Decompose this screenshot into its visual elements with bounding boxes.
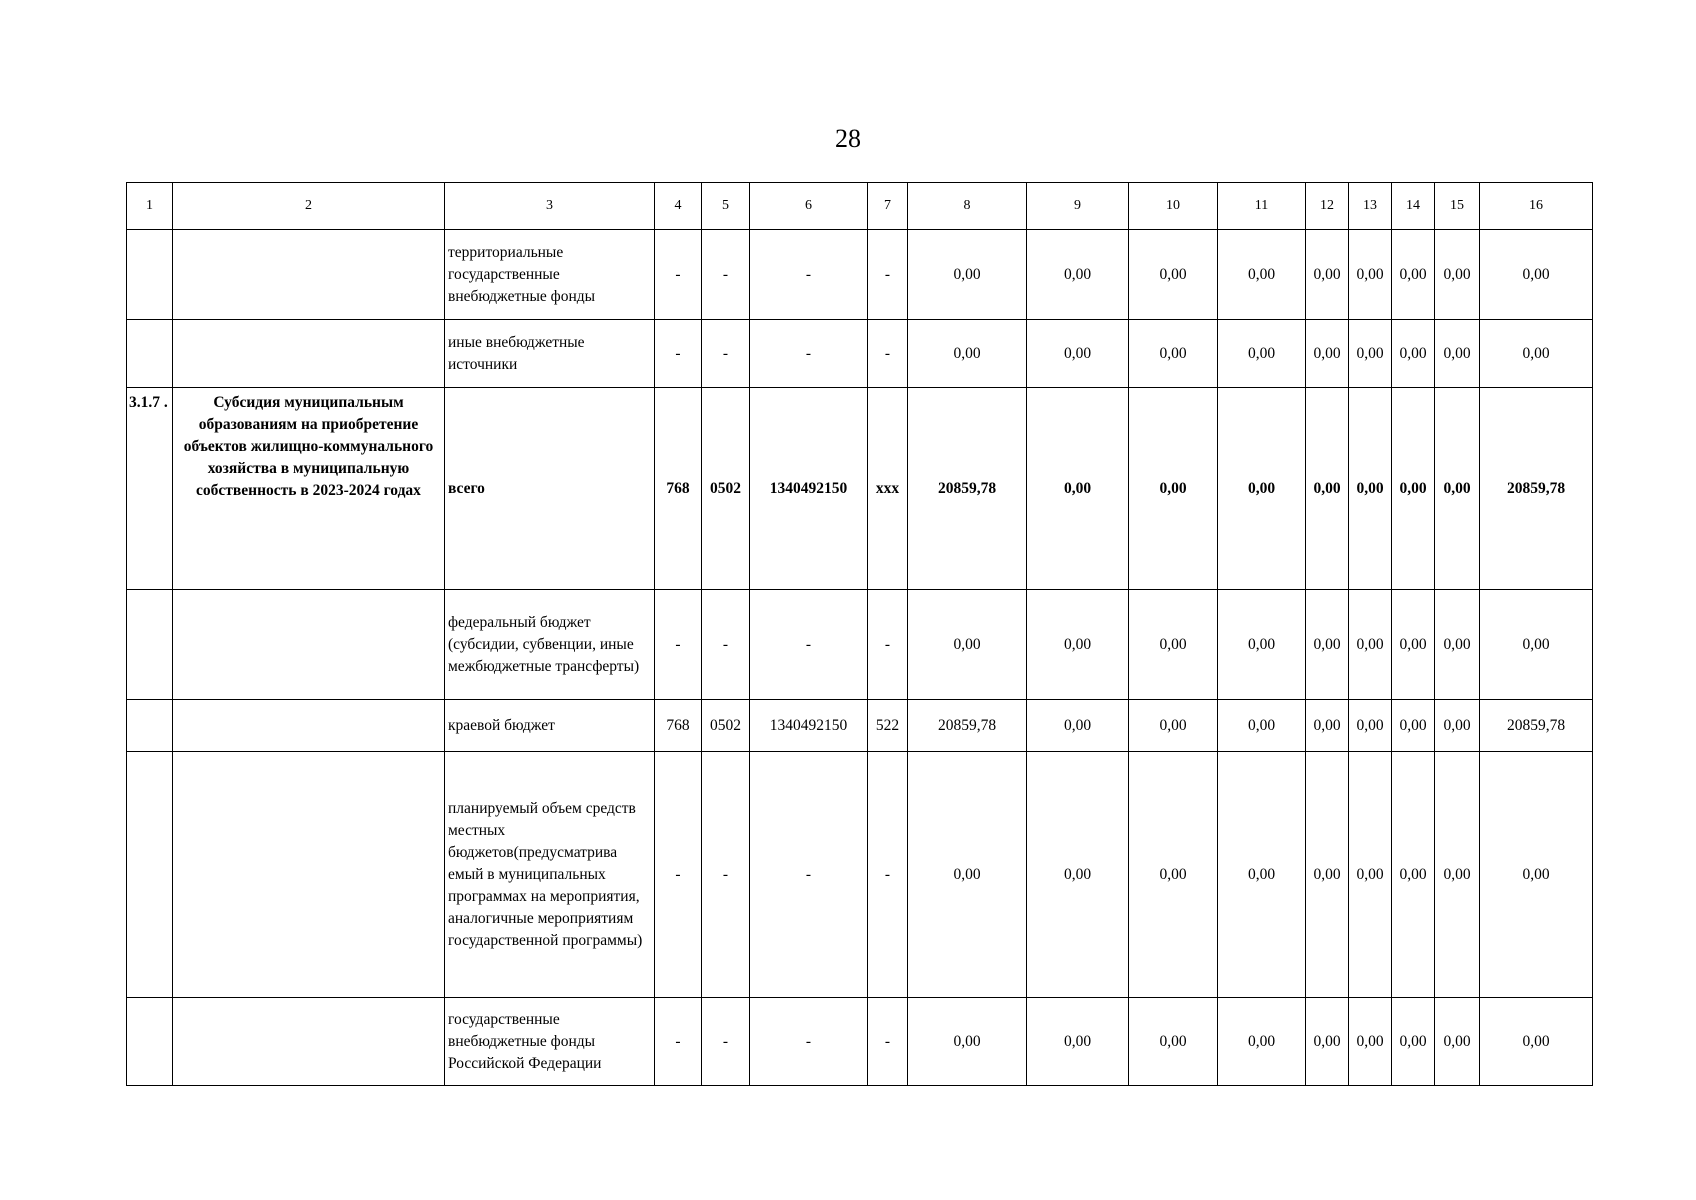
event-name-cell <box>173 230 445 320</box>
header-cell: 3 <box>445 183 655 230</box>
value-cell: 0,00 <box>1306 700 1349 752</box>
value-cell: 0,00 <box>1435 998 1480 1086</box>
row-label-cell: краевой бюджет <box>445 700 655 752</box>
value-cell: 0,00 <box>1306 590 1349 700</box>
value-cell: 0,00 <box>1027 320 1129 388</box>
header-cell: 11 <box>1218 183 1306 230</box>
value-cell: 0,00 <box>1435 230 1480 320</box>
header-cell: 1 <box>127 183 173 230</box>
value-cell: - <box>750 320 868 388</box>
value-cell: 0,00 <box>908 998 1027 1086</box>
value-cell: - <box>702 590 750 700</box>
value-cell: 0,00 <box>1306 320 1349 388</box>
row-label-cell: иные внебюджетные источники <box>445 320 655 388</box>
value-cell: - <box>702 998 750 1086</box>
value-cell: - <box>702 752 750 998</box>
value-cell: 0502 <box>702 388 750 590</box>
page-number: 28 <box>835 124 861 153</box>
value-cell: - <box>750 998 868 1086</box>
table-header-row <box>127 183 1593 230</box>
row-label-cell: государственные внебюджетные фонды Российской Федерации <box>445 998 655 1086</box>
row-label-cell: планируемый объем средств местных бюджетов(предусматрива емый в муниципальных программах на мероприятия, аналогичные мероприятиям государственной программы) <box>445 752 655 998</box>
value-cell: 0502 <box>702 700 750 752</box>
table-row <box>127 590 1593 700</box>
header-cell: 15 <box>1435 183 1480 230</box>
value-cell: 0,00 <box>1480 998 1593 1086</box>
value-cell: 0,00 <box>1129 998 1218 1086</box>
header-cell: 16 <box>1480 183 1593 230</box>
value-cell: 0,00 <box>1027 230 1129 320</box>
value-cell: - <box>868 590 908 700</box>
value-cell: 20859,78 <box>1480 388 1593 590</box>
value-cell: 768 <box>655 700 702 752</box>
value-cell: 0,00 <box>1435 590 1480 700</box>
item-number-cell <box>127 230 173 320</box>
value-cell: 0,00 <box>1027 388 1129 590</box>
item-number-cell <box>127 700 173 752</box>
value-cell: - <box>655 998 702 1086</box>
value-cell: 0,00 <box>1218 320 1306 388</box>
value-cell: 0,00 <box>1480 320 1593 388</box>
value-cell: 0,00 <box>1306 998 1349 1086</box>
value-cell: 20859,78 <box>1480 700 1593 752</box>
value-cell: 0,00 <box>1349 998 1392 1086</box>
value-cell: 0,00 <box>1392 388 1435 590</box>
item-number-cell: 3.1.7 . <box>127 388 173 590</box>
header-cell: 5 <box>702 183 750 230</box>
value-cell: 0,00 <box>1306 752 1349 998</box>
item-number-cell <box>127 752 173 998</box>
value-cell: 768 <box>655 388 702 590</box>
row-label-cell: федеральный бюджет (субсидии, субвенции, иные межбюджетные трансферты) <box>445 590 655 700</box>
table-row <box>127 230 1593 320</box>
row-label-cell: всего <box>445 388 655 590</box>
value-cell: 0,00 <box>1027 590 1129 700</box>
value-cell: 0,00 <box>1349 320 1392 388</box>
table-row <box>127 320 1593 388</box>
table-row <box>127 998 1593 1086</box>
value-cell: 0,00 <box>1392 998 1435 1086</box>
value-cell: ххх <box>868 388 908 590</box>
value-cell: - <box>655 230 702 320</box>
value-cell: 0,00 <box>1129 230 1218 320</box>
value-cell: 0,00 <box>1392 320 1435 388</box>
value-cell: 0,00 <box>1435 388 1480 590</box>
value-cell: 0,00 <box>908 752 1027 998</box>
value-cell: 20859,78 <box>908 700 1027 752</box>
value-cell: 0,00 <box>1129 388 1218 590</box>
table-row <box>127 388 1593 590</box>
value-cell: 0,00 <box>908 320 1027 388</box>
event-name-cell: Субсидия муниципальным образованиям на приобретение объектов жилищно-коммунального хозяйства в муниципальную собственность в 2023-2024 годах <box>173 388 445 590</box>
item-number-cell <box>127 320 173 388</box>
value-cell: - <box>750 752 868 998</box>
value-cell: - <box>655 752 702 998</box>
value-cell: - <box>655 590 702 700</box>
value-cell: 0,00 <box>1129 700 1218 752</box>
value-cell: 0,00 <box>1392 230 1435 320</box>
value-cell: 0,00 <box>1218 590 1306 700</box>
value-cell: - <box>868 998 908 1086</box>
value-cell: 0,00 <box>1349 230 1392 320</box>
row-label-cell: территориальные государственные внебюджетные фонды <box>445 230 655 320</box>
value-cell: 0,00 <box>1349 700 1392 752</box>
value-cell: 0,00 <box>1392 752 1435 998</box>
header-cell: 14 <box>1392 183 1435 230</box>
header-cell: 7 <box>868 183 908 230</box>
header-cell: 10 <box>1129 183 1218 230</box>
value-cell: - <box>868 320 908 388</box>
header-cell: 6 <box>750 183 868 230</box>
value-cell: - <box>702 230 750 320</box>
value-cell: 0,00 <box>1435 752 1480 998</box>
value-cell: 0,00 <box>1349 590 1392 700</box>
value-cell: 1340492150 <box>750 388 868 590</box>
value-cell: 20859,78 <box>908 388 1027 590</box>
event-name-cell <box>173 998 445 1086</box>
header-cell: 4 <box>655 183 702 230</box>
value-cell: 0,00 <box>1392 590 1435 700</box>
value-cell: - <box>868 230 908 320</box>
header-cell: 12 <box>1306 183 1349 230</box>
value-cell: 0,00 <box>1480 230 1593 320</box>
value-cell: 0,00 <box>1218 700 1306 752</box>
header-cell: 2 <box>173 183 445 230</box>
event-name-cell <box>173 752 445 998</box>
header-cell: 13 <box>1349 183 1392 230</box>
value-cell: 0,00 <box>1129 320 1218 388</box>
value-cell: 0,00 <box>1027 700 1129 752</box>
value-cell: 0,00 <box>1218 388 1306 590</box>
header-cell: 8 <box>908 183 1027 230</box>
value-cell: 0,00 <box>1480 752 1593 998</box>
budget-table <box>126 182 1593 1086</box>
value-cell: 0,00 <box>1480 590 1593 700</box>
event-name-cell <box>173 590 445 700</box>
event-name-cell <box>173 320 445 388</box>
value-cell: 0,00 <box>1435 320 1480 388</box>
value-cell: 0,00 <box>1218 998 1306 1086</box>
value-cell: 0,00 <box>1027 752 1129 998</box>
value-cell: 0,00 <box>1349 388 1392 590</box>
value-cell: 0,00 <box>1218 230 1306 320</box>
value-cell: 0,00 <box>1306 230 1349 320</box>
value-cell: - <box>750 230 868 320</box>
header-cell: 9 <box>1027 183 1129 230</box>
value-cell: 0,00 <box>1218 752 1306 998</box>
value-cell: 0,00 <box>1129 590 1218 700</box>
value-cell: 0,00 <box>908 590 1027 700</box>
value-cell: 1340492150 <box>750 700 868 752</box>
event-name-cell <box>173 700 445 752</box>
value-cell: - <box>750 590 868 700</box>
table-row <box>127 700 1593 752</box>
item-number-cell <box>127 998 173 1086</box>
value-cell: 0,00 <box>1306 388 1349 590</box>
value-cell: 522 <box>868 700 908 752</box>
value-cell: 0,00 <box>1027 998 1129 1086</box>
value-cell: 0,00 <box>1129 752 1218 998</box>
value-cell: - <box>702 320 750 388</box>
value-cell: - <box>655 320 702 388</box>
value-cell: 0,00 <box>908 230 1027 320</box>
table-row <box>127 752 1593 998</box>
value-cell: 0,00 <box>1392 700 1435 752</box>
item-number-cell <box>127 590 173 700</box>
value-cell: 0,00 <box>1349 752 1392 998</box>
value-cell: 0,00 <box>1435 700 1480 752</box>
value-cell: - <box>868 752 908 998</box>
